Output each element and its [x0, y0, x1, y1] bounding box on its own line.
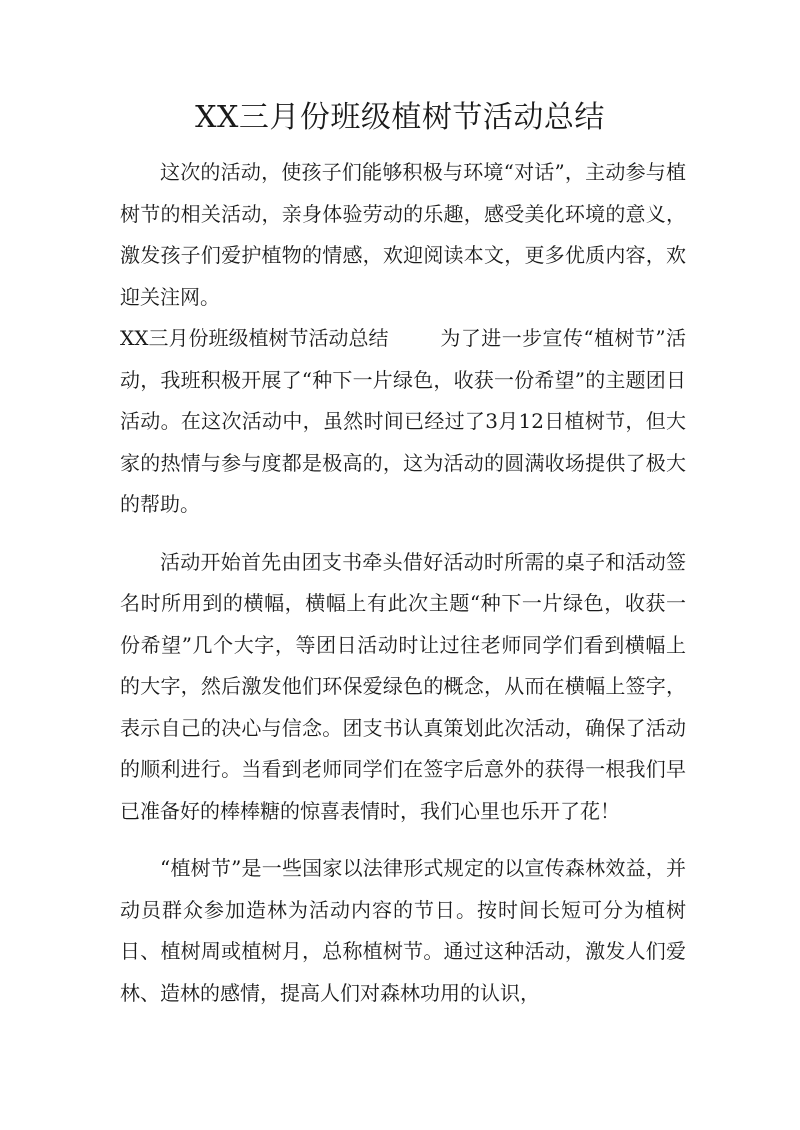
document-body — [120, 152, 686, 1014]
document-title: XX三月份班级植树节活动总结 — [195, 100, 605, 135]
intro-paragraph: 这次的活动，使孩子们能够积极与环境“对话”，主动参与植树节的相关活动，亲身体验劳动的乐趣，感受美化环境的意义，激发孩子们爱护植物的情感，欢迎阅读本文，更多优质内容，欢迎关注网。 — [120, 160, 686, 309]
arbor-day-paragraph: “植树节”是一些国家以法律形式规定的以宣传森林效益，并动员群众参加造林为活动内容的节日。按时间长短可分为植树日、植树周或植树月，总称植树节。通过这种活动，激发人们爱林、造林的感情，提高人们对森林功用的认识， — [120, 856, 686, 1005]
section-heading: XX三月份班级植树节活动总结 — [120, 326, 389, 350]
section-paragraph — [120, 318, 686, 526]
activity-paragraph: 活动开始首先由团支书牵头借好活动时所需的桌子和活动签名时所用到的横幅，横幅上有此次主题“种下一片绿色，收获一份希望”几个大字，等团日活动时让过往老师同学们看到横幅上的大字，然后激发他们环保爱绿色的概念，从而在横幅上签字，表示自己的决心与信念。团支书认真策划此次活动，确保了活动的顺利进行。当看到老师同学们在签字后意外的获得一根我们早已准备好的棒棒糖的惊喜表情时，我们心里也乐开了花！ — [120, 549, 686, 823]
section-text: 为了进一步宣传“植树节”活动，我班积极开展了“种下一片绿色，收获一份希望”的主题团日活动。在这次活动中，虽然时间已经过了3月12日植树节，但大家的热情与参与度都是极高的，这为活动的圆满收场提供了极大的帮助。 — [120, 326, 686, 516]
